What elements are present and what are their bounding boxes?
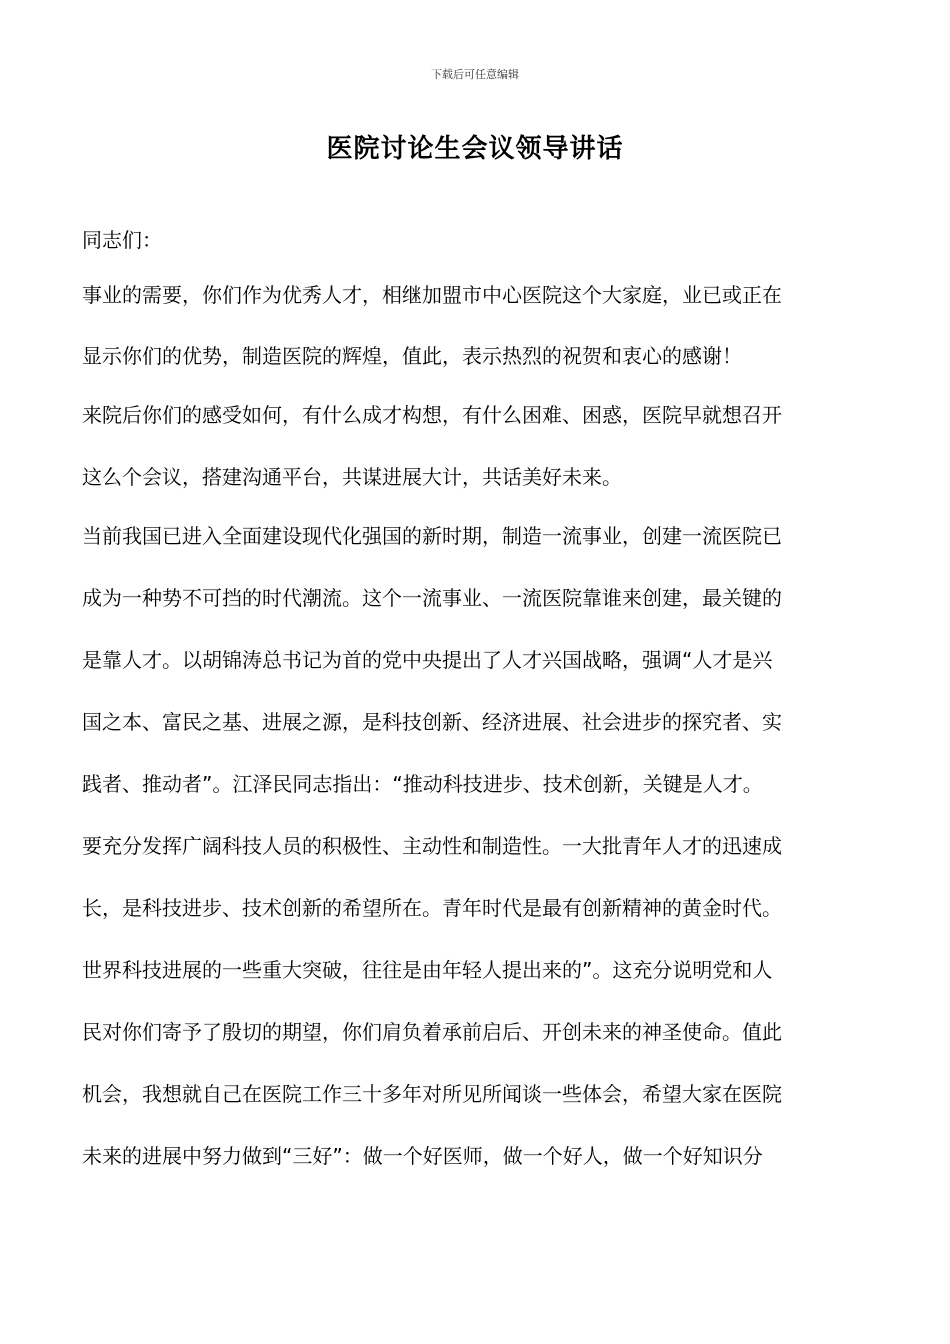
body-line: 来院后你们的感受如何，有什么成才构想，有什么困难、困惑，医院早就想召开 (82, 403, 782, 427)
body-line: 是靠人才。以胡锦涛总书记为首的党中央提出了人才兴国战略，强调“人才是兴 (82, 648, 773, 672)
body-line: 显示你们的优势，制造医院的辉煌，值此，表示热烈的祝贺和衷心的感谢！ (82, 344, 742, 368)
body-line: 国之本、富民之基、进展之源，是科技创新、经济进展、社会进步的探究者、实 (82, 710, 782, 734)
body-line: 当前我国已进入全面建设现代化强国的新时期，制造一流事业，创建一流医院已 (82, 524, 782, 548)
body-line-salutation: 同志们： (82, 228, 162, 252)
body-line: 事业的需要，你们作为优秀人才，相继加盟市中心医院这个大家庭，业已或正在 (82, 283, 782, 307)
body-line: 世界科技进展的一些重大突破，往往是由年轻人提出来的”。这充分说明党和人 (82, 958, 773, 982)
body-line: 机会，我想就自己在医院工作三十多年对所见所闻谈一些体会，希望大家在医院 (82, 1082, 782, 1106)
body-line: 成为一种势不可挡的时代潮流。这个一流事业、一流医院靠谁来创建，最关键的 (82, 586, 782, 610)
body-line: 这么个会议，搭建沟通平台，共谋进展大计，共话美好未来。 (82, 465, 622, 489)
body-line: 民对你们寄予了殷切的期望，你们肩负着承前启后、开创未来的神圣使命。值此 (82, 1020, 782, 1044)
header-note: 下载后可任意编辑 (431, 68, 519, 81)
body-line: 要充分发挥广阔科技人员的积极性、主动性和制造性。一大批青年人才的迅速成 (82, 834, 782, 858)
body-line: 践者、推动者”。江泽民同志指出：“推动科技进步、技术创新，关键是人才。 (82, 772, 763, 796)
document-title: 医院讨论生会议领导讲话 (326, 134, 624, 164)
body-line: 未来的进展中努力做到“三好”：做一个好医师，做一个好人，做一个好知识分 (82, 1144, 763, 1168)
body-line: 长，是科技进步、技术创新的希望所在。青年时代是最有创新精神的黄金时代。 (82, 896, 782, 920)
